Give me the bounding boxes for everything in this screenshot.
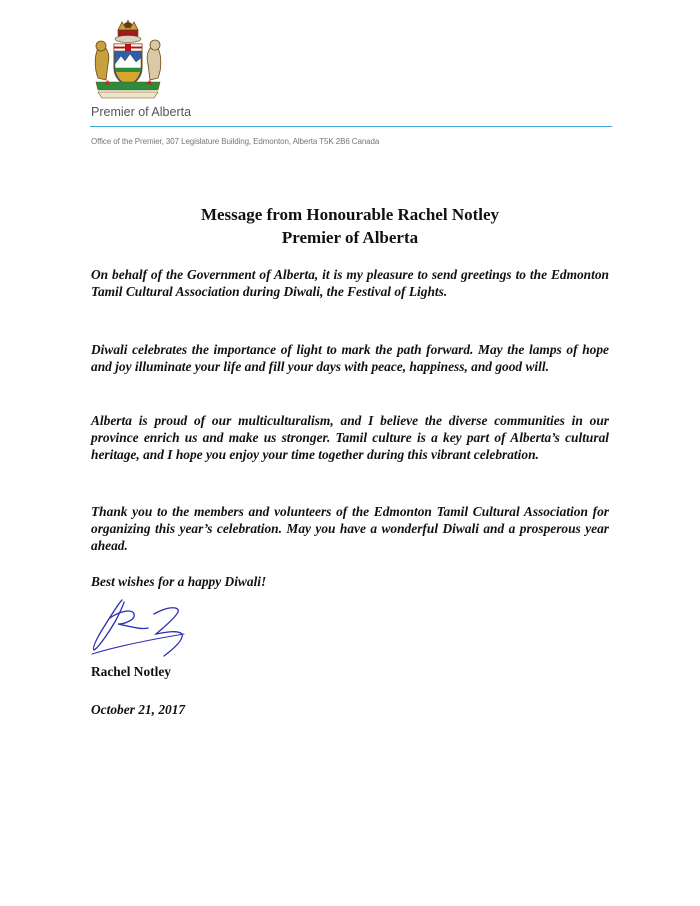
paragraph-diwali: Diwali celebrates the importance of light to mark the path forward. May the lamps of hope and joy illuminate your life and fill your days with peace, happiness, and good will. bbox=[91, 342, 609, 374]
letter-date: October 21, 2017 bbox=[91, 702, 186, 717]
closing-line: Best wishes for a happy Diwali! bbox=[91, 574, 267, 589]
coat-of-arms-icon bbox=[88, 16, 168, 102]
paragraph-multiculturalism: Alberta is proud of our multiculturalism, and I believe the diverse communities in our province enrich us and make us stronger. Tamil culture is a key part of Alberta’s cultural heritage, and I hope you enjoy your time together during this vibrant celebration. bbox=[91, 413, 609, 462]
letterhead-title: Premier of Alberta bbox=[91, 105, 192, 119]
message-subtitle: Premier of Alberta bbox=[281, 228, 419, 247]
signer-name: Rachel Notley bbox=[91, 664, 171, 679]
handwritten-signature bbox=[88, 590, 198, 660]
letterhead-divider bbox=[90, 126, 612, 127]
paragraph-greeting: On behalf of the Government of Alberta, it is my pleasure to send greetings to the Edmonton Tamil Cultural Association during Diwali, the Festival of Lights. bbox=[91, 267, 609, 299]
message-title: Message from Honourable Rachel Notley bbox=[200, 205, 500, 224]
letterhead-address: Office of the Premier, 307 Legislature Building, Edmonton, Alberta T5K 2B6 Canada bbox=[91, 137, 380, 146]
paragraph-thanks: Thank you to the members and volunteers of the Edmonton Tamil Cultural Association for organizing this year’s celebration. May you have a wonderful Diwali and a prosperous year ahead. bbox=[91, 504, 609, 553]
